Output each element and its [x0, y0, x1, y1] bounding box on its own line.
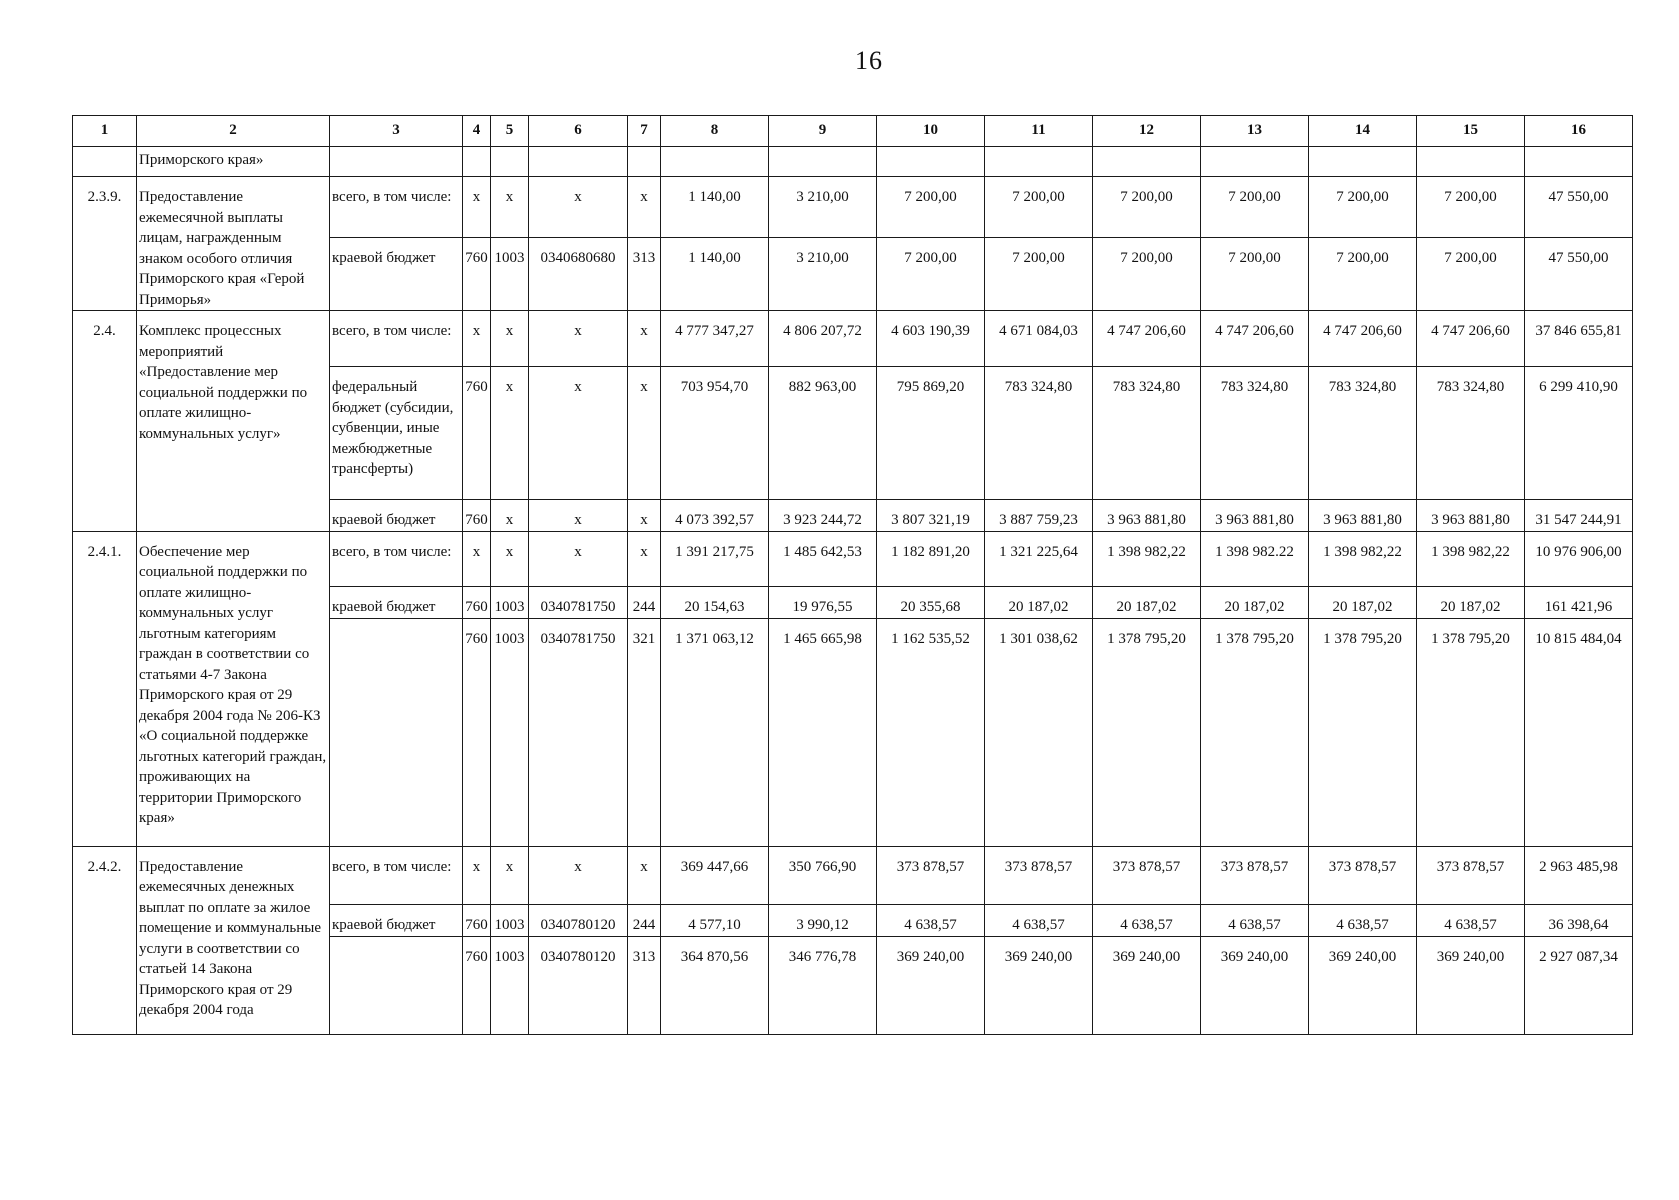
header-cell: 2	[137, 116, 330, 147]
amount-cell: 7 200,00	[1201, 237, 1309, 310]
expense-type: x	[628, 367, 661, 500]
amount-cell: 3 963 881,80	[1417, 500, 1525, 532]
amount-cell: 1 378 795,20	[1093, 618, 1201, 846]
header-cell: 4	[463, 116, 491, 147]
header-cell: 13	[1201, 116, 1309, 147]
expense-type: 244	[628, 904, 661, 936]
amount-cell: 4 577,10	[661, 904, 769, 936]
expense-type: x	[628, 500, 661, 532]
amount-cell: 20 187,02	[1417, 586, 1525, 618]
amount-cell: 3 210,00	[769, 237, 877, 310]
amount-cell: 4 638,57	[985, 904, 1093, 936]
amount-cell: 47 550,00	[1525, 177, 1633, 238]
amount-cell: 369 240,00	[1201, 936, 1309, 1034]
budget-table	[72, 115, 1633, 1035]
amount-cell: 3 923 244,72	[769, 500, 877, 532]
amount-cell: 7 200,00	[877, 177, 985, 238]
expense-type: x	[628, 846, 661, 904]
funding-source: краевой бюджет	[330, 237, 463, 310]
funding-source	[330, 936, 463, 1034]
amount-cell: 783 324,80	[985, 367, 1093, 500]
header-cell: 12	[1093, 116, 1201, 147]
admin-code: 760	[463, 936, 491, 1034]
amount-cell: 783 324,80	[1417, 367, 1525, 500]
amount-cell: 783 324,80	[1309, 367, 1417, 500]
amount-cell: 3 210,00	[769, 177, 877, 238]
amount-cell: 4 806 207,72	[769, 311, 877, 367]
amount-cell: 369 240,00	[1093, 936, 1201, 1034]
amount-cell: 4 747 206,60	[1417, 311, 1525, 367]
target-article: 0340780120	[529, 936, 628, 1034]
header-cell: 6	[529, 116, 628, 147]
amount-cell: 7 200,00	[1417, 177, 1525, 238]
amount-cell: 346 776,78	[769, 936, 877, 1034]
admin-code: 760	[463, 904, 491, 936]
amount-cell: 7 200,00	[1417, 237, 1525, 310]
amount-cell: 6 299 410,90	[1525, 367, 1633, 500]
amount-cell: 1 398 982.22	[1201, 531, 1309, 586]
header-cell: 1	[73, 116, 137, 147]
expense-type: x	[628, 311, 661, 367]
expense-type: 313	[628, 936, 661, 1034]
amount-cell: 7 200,00	[1309, 177, 1417, 238]
amount-cell: 350 766,90	[769, 846, 877, 904]
amount-cell: 373 878,57	[1417, 846, 1525, 904]
amount-cell: 7 200,00	[1093, 237, 1201, 310]
amount-cell: 1 391 217,75	[661, 531, 769, 586]
funding-source: всего, в том числе:	[330, 177, 463, 238]
target-article: 0340680680	[529, 237, 628, 310]
amount-cell: 161 421,96	[1525, 586, 1633, 618]
amount-cell: 20 187,02	[1201, 586, 1309, 618]
amount-cell: 783 324,80	[1093, 367, 1201, 500]
amount-cell: 1 398 982,22	[1093, 531, 1201, 586]
amount-cell: 1 398 982,22	[1417, 531, 1525, 586]
amount-cell: 1 182 891,20	[877, 531, 985, 586]
continuation-row	[73, 147, 1633, 177]
target-article: x	[529, 531, 628, 586]
amount-cell: 369 240,00	[985, 936, 1093, 1034]
header-cell: 3	[330, 116, 463, 147]
amount-cell: 703 954,70	[661, 367, 769, 500]
funding-source	[330, 618, 463, 846]
amount-cell: 2 963 485,98	[1525, 846, 1633, 904]
target-article: x	[529, 311, 628, 367]
section-code-col: x	[491, 846, 529, 904]
amount-cell: 373 878,57	[1093, 846, 1201, 904]
amount-cell: 4 638,57	[1093, 904, 1201, 936]
funding-source: федеральный бюджет (субсидии, субвенции, иные межбюджетные трансферты)	[330, 367, 463, 500]
section-code: 2.4.1.	[73, 531, 137, 846]
amount-cell: 3 963 881,80	[1309, 500, 1417, 532]
section-name: Предоставление ежемесячной выплаты лицам, награжденным знаком особого отличия Приморского края «Герой Приморья»	[137, 177, 330, 311]
table-row	[73, 177, 1633, 238]
amount-cell: 19 976,55	[769, 586, 877, 618]
amount-cell: 795 869,20	[877, 367, 985, 500]
amount-cell: 1 378 795,20	[1201, 618, 1309, 846]
amount-cell: 3 887 759,23	[985, 500, 1093, 532]
amount-cell: 1 371 063,12	[661, 618, 769, 846]
admin-code: 760	[463, 500, 491, 532]
expense-type: x	[628, 177, 661, 238]
amount-cell: 1 321 225,64	[985, 531, 1093, 586]
header-cell: 11	[985, 116, 1093, 147]
amount-cell: 1 398 982,22	[1309, 531, 1417, 586]
amount-cell: 369 240,00	[1417, 936, 1525, 1034]
amount-cell: 369 240,00	[1309, 936, 1417, 1034]
amount-cell: 4 777 347,27	[661, 311, 769, 367]
header-cell: 5	[491, 116, 529, 147]
amount-cell: 4 747 206,60	[1093, 311, 1201, 367]
amount-cell: 36 398,64	[1525, 904, 1633, 936]
amount-cell: 7 200,00	[877, 237, 985, 310]
amount-cell: 37 846 655,81	[1525, 311, 1633, 367]
section-code-col: 1003	[491, 904, 529, 936]
amount-cell: 4 747 206,60	[1201, 311, 1309, 367]
amount-cell: 10 976 906,00	[1525, 531, 1633, 586]
admin-code: 760	[463, 586, 491, 618]
amount-cell: 4 638,57	[1309, 904, 1417, 936]
amount-cell: 1 485 642,53	[769, 531, 877, 586]
section-code-col: x	[491, 177, 529, 238]
section-name: Предоставление ежемесячных денежных выплат по оплате за жилое помещение и коммунальные услуги в соответствии со статьей 14 Закона Приморского края от 29 декабря 2004 года	[137, 846, 330, 1034]
amount-cell: 3 807 321,19	[877, 500, 985, 532]
amount-cell: 7 200,00	[1309, 237, 1417, 310]
amount-cell: 4 638,57	[1417, 904, 1525, 936]
amount-cell: 7 200,00	[1093, 177, 1201, 238]
table-row	[73, 531, 1633, 586]
expense-type: 244	[628, 586, 661, 618]
admin-code: x	[463, 311, 491, 367]
amount-cell: 1 162 535,52	[877, 618, 985, 846]
target-article: x	[529, 177, 628, 238]
amount-cell: 369 447,66	[661, 846, 769, 904]
target-article: 0340781750	[529, 618, 628, 846]
amount-cell: 369 240,00	[877, 936, 985, 1034]
amount-cell: 1 301 038,62	[985, 618, 1093, 846]
table-row	[73, 846, 1633, 904]
amount-cell: 1 378 795,20	[1417, 618, 1525, 846]
admin-code: 760	[463, 367, 491, 500]
amount-cell: 882 963,00	[769, 367, 877, 500]
header-cell: 10	[877, 116, 985, 147]
amount-cell: 1 465 665,98	[769, 618, 877, 846]
target-article: x	[529, 367, 628, 500]
target-article: x	[529, 500, 628, 532]
amount-cell: 4 747 206,60	[1309, 311, 1417, 367]
page-number: 16	[855, 46, 883, 75]
header-cell: 9	[769, 116, 877, 147]
section-name: Обеспечение мер социальной поддержки по оплате жилищно-коммунальных услуг льготным категориям граждан в соответствии со статьями 4-7 Закона Приморского края от 29 декабря 2004 года № 206-КЗ «О социальной поддержке льготных категорий граждан, проживающих на территории Приморского края»	[137, 531, 330, 846]
funding-source: всего, в том числе:	[330, 846, 463, 904]
amount-cell: 4 638,57	[1201, 904, 1309, 936]
cell	[73, 147, 137, 177]
section-code-col: 1003	[491, 618, 529, 846]
admin-code: 760	[463, 237, 491, 310]
table-row	[73, 311, 1633, 367]
amount-cell: 20 187,02	[985, 586, 1093, 618]
target-article: 0340781750	[529, 586, 628, 618]
amount-cell: 364 870,56	[661, 936, 769, 1034]
funding-source: всего, в том числе:	[330, 531, 463, 586]
admin-code: x	[463, 846, 491, 904]
amount-cell: 1 378 795,20	[1309, 618, 1417, 846]
section-code: 2.4.	[73, 311, 137, 532]
amount-cell: 4 603 190,39	[877, 311, 985, 367]
amount-cell: 373 878,57	[1309, 846, 1417, 904]
amount-cell: 31 547 244,91	[1525, 500, 1633, 532]
amount-cell: 3 990,12	[769, 904, 877, 936]
expense-type: x	[628, 531, 661, 586]
amount-cell: 4 073 392,57	[661, 500, 769, 532]
amount-cell: 20 355,68	[877, 586, 985, 618]
section-code: 2.4.2.	[73, 846, 137, 1034]
section-code: 2.3.9.	[73, 177, 137, 311]
header-cell: 14	[1309, 116, 1417, 147]
amount-cell: 20 187,02	[1093, 586, 1201, 618]
amount-cell: 373 878,57	[877, 846, 985, 904]
expense-type: 321	[628, 618, 661, 846]
amount-cell: 7 200,00	[985, 177, 1093, 238]
amount-cell: 7 200,00	[1201, 177, 1309, 238]
amount-cell: 20 187,02	[1309, 586, 1417, 618]
funding-source: краевой бюджет	[330, 500, 463, 532]
amount-cell: 20 154,63	[661, 586, 769, 618]
amount-cell: 10 815 484,04	[1525, 618, 1633, 846]
section-code-col: x	[491, 367, 529, 500]
amount-cell: 3 963 881,80	[1093, 500, 1201, 532]
funding-source: всего, в том числе:	[330, 311, 463, 367]
amount-cell: 783 324,80	[1201, 367, 1309, 500]
table-header-row	[73, 116, 1633, 147]
section-name: Комплекс процессных мероприятий «Предоставление мер социальной поддержки по оплате жилищно-коммунальных услуг»	[137, 311, 330, 532]
section-code-col: 1003	[491, 586, 529, 618]
amount-cell: 4 638,57	[877, 904, 985, 936]
section-code-col: 1003	[491, 936, 529, 1034]
amount-cell: 2 927 087,34	[1525, 936, 1633, 1034]
amount-cell: 3 963 881,80	[1201, 500, 1309, 532]
amount-cell: 7 200,00	[985, 237, 1093, 310]
header-cell: 8	[661, 116, 769, 147]
section-code-col: x	[491, 531, 529, 586]
amount-cell: 4 671 084,03	[985, 311, 1093, 367]
target-article: x	[529, 846, 628, 904]
amount-cell: 373 878,57	[1201, 846, 1309, 904]
section-code-col: 1003	[491, 237, 529, 310]
admin-code: 760	[463, 618, 491, 846]
funding-source: краевой бюджет	[330, 904, 463, 936]
amount-cell: 373 878,57	[985, 846, 1093, 904]
admin-code: x	[463, 177, 491, 238]
section-code-col: x	[491, 500, 529, 532]
target-article: 0340780120	[529, 904, 628, 936]
amount-cell: 1 140,00	[661, 177, 769, 238]
header-cell: 7	[628, 116, 661, 147]
header-cell: 15	[1417, 116, 1525, 147]
section-code-col: x	[491, 311, 529, 367]
expense-type: 313	[628, 237, 661, 310]
header-cell: 16	[1525, 116, 1633, 147]
admin-code: x	[463, 531, 491, 586]
amount-cell: 47 550,00	[1525, 237, 1633, 310]
amount-cell: 1 140,00	[661, 237, 769, 310]
continuation-text: Приморского края»	[137, 147, 330, 177]
funding-source: краевой бюджет	[330, 586, 463, 618]
